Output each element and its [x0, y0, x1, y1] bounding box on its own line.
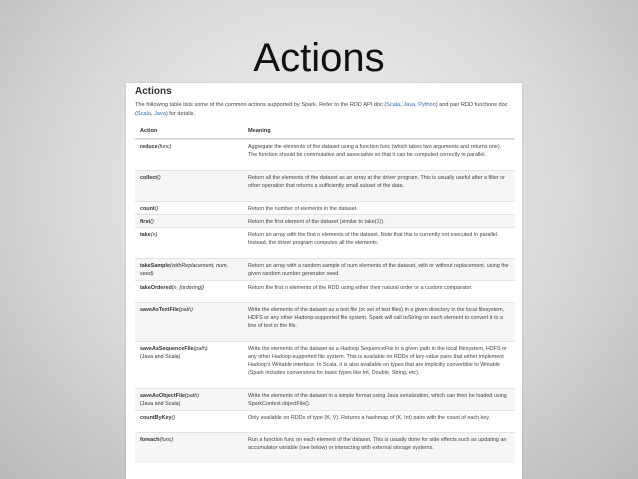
action-name: saveAsSequenceFile — [140, 346, 194, 352]
action-args: () — [150, 219, 154, 225]
action-args: (withReplacement, num, seed) — [140, 263, 229, 277]
table-header — [135, 125, 515, 139]
meaning-cell: Only available on RDDs of type (K, V). Returns a hashmap of (K, Int) pairs with the count of each key. — [248, 415, 490, 421]
action-args: (path) — [184, 393, 200, 399]
action-name: take — [140, 232, 151, 238]
intro-text: ) and pair RDD functions doc ( — [135, 102, 508, 117]
intro-sep: , — [150, 111, 154, 117]
action-args: (func) — [159, 437, 174, 443]
meaning-cell: Return all the elements of the dataset as an array at the driver program. This is usually useful after a filter or other operation that returns a sufficiently small subset of the data. — [248, 175, 505, 189]
action-args: (path) — [193, 346, 208, 352]
action-args: () — [171, 415, 176, 421]
action-cell — [140, 218, 240, 226]
link-scala-pair[interactable]: Scala — [136, 111, 151, 117]
action-cell — [140, 306, 240, 314]
action-cell — [140, 284, 240, 292]
intro-text: ) for details. — [165, 111, 196, 117]
action-args: (func) — [157, 144, 172, 150]
doc-intro — [135, 101, 515, 119]
action-name: countByKey — [140, 415, 172, 421]
action-note: (Java and Scala) — [140, 354, 181, 360]
action-cell — [140, 414, 240, 422]
meaning-cell: Return the first n elements of the RDD using either their natural order or a custom comparator. — [248, 285, 473, 291]
link-scala[interactable]: Scala — [386, 102, 401, 108]
table-row — [135, 341, 515, 388]
link-python[interactable]: Python — [418, 102, 436, 108]
action-cell — [140, 143, 240, 151]
meaning-cell: Write the elements of the dataset in a simple format using Java serialization, which can then be loaded using SparkContext.objectFile(). — [248, 393, 507, 407]
action-name: count — [140, 206, 155, 212]
intro-sep: , — [400, 102, 404, 108]
action-args: (path) — [178, 307, 193, 313]
action-cell — [140, 205, 240, 213]
table-row — [135, 139, 515, 170]
meaning-cell: Return an array with the first n elements of the dataset. Note that this is currently not executed in parallel. Instead, the driver program computes all the elements. — [248, 232, 499, 246]
action-cell — [140, 345, 240, 361]
meaning-cell: Write the elements of the dataset as a text file (or set of text files) in a given directory in the local filesystem, HDFS or any other Hadoop-supported file system. Spark will call toString on each element to convert it to a line of text in the file. — [248, 307, 505, 329]
column-header-meaning: Meaning — [248, 128, 271, 134]
action-name: collect — [140, 175, 158, 181]
link-java[interactable]: Java — [403, 102, 416, 108]
doc-heading: Actions — [135, 86, 172, 97]
action-name: reduce — [140, 144, 158, 150]
action-cell — [140, 174, 240, 182]
action-cell — [140, 262, 240, 278]
table-row — [135, 388, 515, 410]
action-name: first — [140, 219, 151, 225]
meaning-cell: Run a function func on each element of the dataset. This is usually done for side effects such as updating an accumulator variable (see below) or interacting with external storage systems. — [248, 437, 507, 451]
table-row — [135, 258, 515, 280]
table-row — [135, 302, 515, 341]
intro-text: The following table lists some of the common actions supported by Spark. Refer to the RDD API doc ( — [135, 102, 387, 108]
intro-sep: , — [415, 102, 419, 108]
table-row — [135, 280, 515, 302]
action-name: saveAsObjectFile — [140, 393, 185, 399]
column-header-action: Action — [140, 128, 158, 134]
table-row — [135, 410, 515, 432]
action-note: (Java and Scala) — [140, 401, 181, 407]
action-args: () — [157, 175, 161, 181]
table-row — [135, 170, 515, 201]
meaning-cell: Return an array with a random sample of num elements of the dataset, with or without replacement, using the given random number generator seed. — [248, 263, 509, 277]
action-name: takeOrdered — [140, 285, 172, 291]
meaning-cell: Write the elements of the dataset as a Hadoop SequenceFile in a given path in the local filesystem, HDFS or any other Hadoop-supported file system. This is available on RDDs of key-value pairs that either implement Hadoop's Writable interface. In Scala, it is also available on types that are implicitly convertible to Writable (Spark includes conversions for basic types like Int, Double, String, etc). — [248, 346, 507, 376]
meaning-cell: Aggregate the elements of the dataset using a function func (which takes two arguments and returns one). The function should be commutative and associative so that it can be computed correctly in parallel. — [248, 144, 502, 158]
action-name: takeSample — [140, 263, 170, 269]
table-row — [135, 432, 515, 463]
meaning-cell: Return the first element of the dataset (similar to take(1)). — [248, 219, 385, 225]
action-cell — [140, 436, 240, 444]
slide-title: Actions — [253, 36, 385, 80]
table-row — [135, 201, 515, 214]
documentation-panel — [126, 83, 522, 479]
table-row — [135, 214, 515, 227]
action-cell — [140, 392, 240, 408]
action-name: foreach — [140, 437, 160, 443]
table-row — [135, 227, 515, 258]
meaning-cell: Return the number of elements in the dataset. — [248, 206, 358, 212]
action-args: (n) — [150, 232, 158, 238]
link-java-pair[interactable]: Java — [153, 111, 166, 117]
action-name: saveAsTextFile — [140, 307, 179, 313]
action-args: (n, [ordering]) — [171, 285, 205, 291]
action-cell — [140, 231, 240, 239]
action-args: () — [154, 206, 159, 212]
